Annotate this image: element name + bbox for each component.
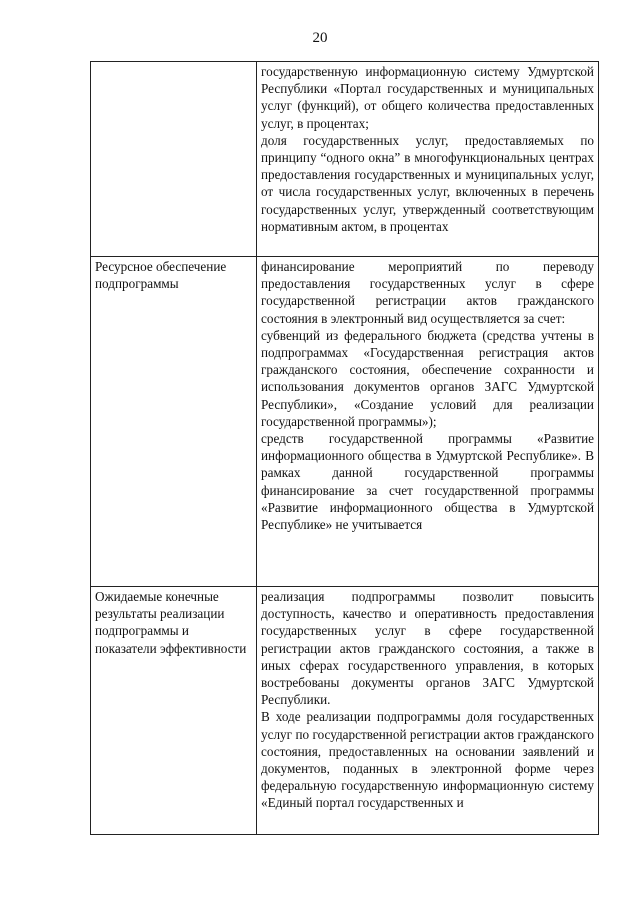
row-label: Ожидаемые конечные результаты реализации подпрограммы и показатели эффективности [91, 587, 257, 835]
table-row [91, 62, 599, 257]
content-paragraph: доля государственных услуг, предоставляемых по принципу “одного окна” в многофункциональных центрах предоставления государственных и муниципальных услуг, от числа государственных услуг, включенных в перечень государственных услуг, утвержденный соответствующим нормативным актом, в процентах [261, 132, 594, 234]
content-paragraph: субвенций из федерального бюджета (средства учтены в подпрограммах «Государственная регистрация актов гражданского состояния, обеспечение сохранности и использования документов органов ЗАГС Удмуртской Республики», «Создание условий для реализации государственной программы»); [261, 327, 594, 429]
row-label [91, 62, 257, 257]
table-row [91, 587, 599, 835]
row-content [257, 257, 599, 587]
row-label: Ресурсное обеспечение подпрограммы [91, 257, 257, 587]
content-paragraph: В ходе реализации подпрограммы доля государственных услуг по государственной регистрации актов гражданского состояния, предоставленных на основании заявлений и документов, поданных в электронной форме через федеральную государственную информационную систему «Единый портал государственных и [261, 709, 594, 811]
content-paragraph: государственную информационную систему Удмуртской Республики «Портал государственных и муниципальных услуг (функций), от общего количества предоставленных услуг, в процентах; [261, 64, 594, 131]
content-paragraph: реализация подпрограммы позволит повысить доступность, качество и оперативность предоставления государственных услуг в сфере государственной регистрации актов гражданского состояния, а также в иных сферах государственного управления, в которых востребованы документы органов ЗАГС Удмуртской Республики. [261, 589, 594, 708]
page-number: 20 [312, 30, 328, 46]
content-paragraph: средств государственной программы «Развитие информационного общества в Удмуртской Республике». В рамках данной государственной программы финансирование за счет государственной программы «Развитие информационного общества в Удмуртской Республике» не учитывается [261, 431, 594, 533]
table-row [91, 257, 599, 587]
passport-table [90, 61, 599, 835]
row-content [257, 62, 599, 257]
row-content [257, 587, 599, 835]
content-paragraph: финансирование мероприятий по переводу предоставления государственных услуг в сфере государственной регистрации актов гражданского состояния в электронный вид осуществляется за счет: [261, 259, 594, 326]
